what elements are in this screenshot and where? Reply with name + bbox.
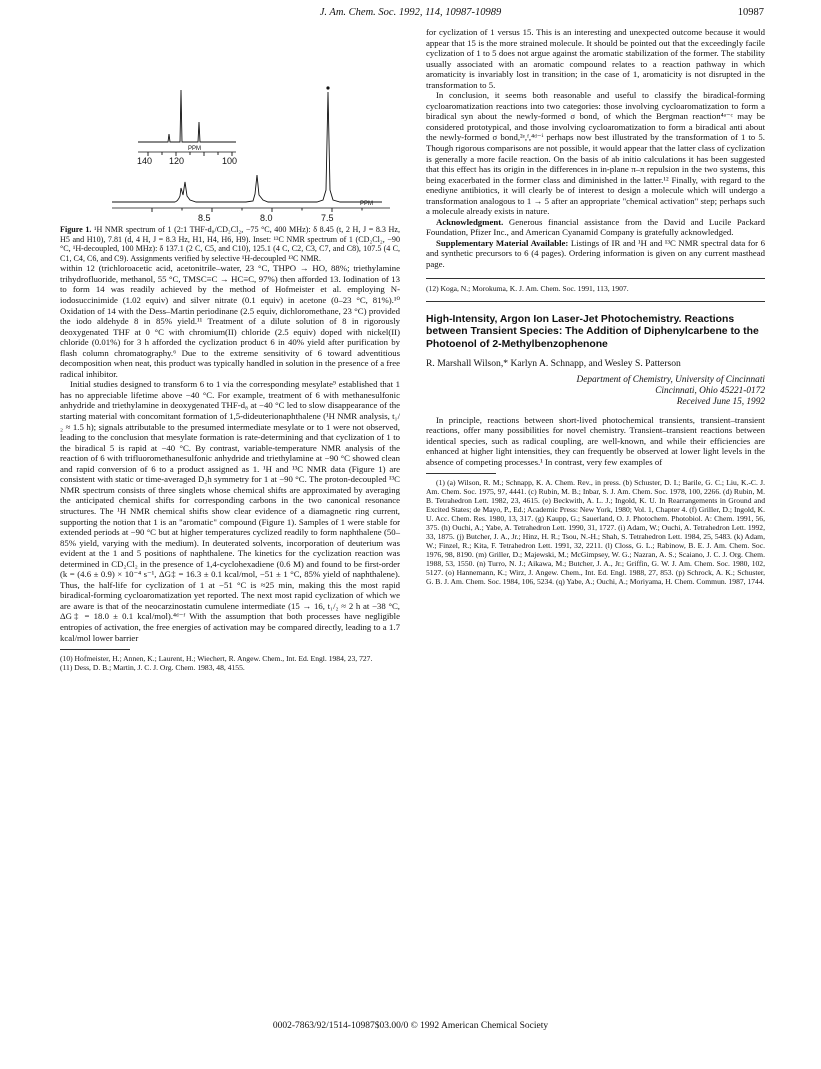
supplementary-material [426, 238, 765, 270]
inset-tick-100: 100 [222, 156, 238, 166]
main-tick-8.5: 8.5 [198, 213, 211, 223]
ack-text: Generous financial assistance from the David and Lucile Packard Foundation, Pfizer Inc., and American Cyanamid Company is gratefully acknowledged. [426, 216, 766, 238]
reference-1: (1) (a) Wilson, R. M.; Schnapp, K. A. Chem. Rev., in press. (b) Schuster, D. I.; Barile, G. C.; Liu, K.-C. J. Am. Chem. Soc. 1975, 97, 4441. (c) Rubin, M. B.; Inbar, S. J. Am. Chem. Soc. 1978, 100, 2266. (d) Rubin, M. B. Tetrahedron Lett. 1982, 23, 4615. (e) Beckwith, A. L. J.; Ingold, K. U. In Rearrangements in Ground and Excited States; de Mayo, P., Ed.; Academic Press: New York, 1980; Vol. 1, Chapter 4. (f) Griller, D.; Ingold, K. U. Acc. Chem. Res. 1980, 13, 317. (g) Kaupp, G.; Sauerland, O. J. Photochem. Photobiol. A: Chem. 1991, 56, 375. (h) Ouchi, A.; Yabe, A. Tetrahedron Lett. 1990, 31, 1727. (i) Adam, W.; Ouchi, A. Tetrahedron Lett. 1992, 33, 1875. (j) Butcher, J. A., Jr.; Hinz, H. R.; Tsou, N.-H.; Shah, S. Tetrahedron Lett. 1984, 25, 5483. (k) Adam, W.; Finzel, R.; Kita, F. Tetrahedron Lett. 1991, 32, 2211. (l) Closs, G. L.; Rabinow, B. E. J. Am. Chem. Soc. 1976, 98, 8190. (m) Griller, D.; Majewski, M.; McGimpsey, W. G.; Nazran, A. S.; Scaiano, J. C. J. Org. Chem. 1988, 53, 1550. (n) Turro, N. J.; Aikawa, M.; Butcher, J. A., Jr.; Griffin, G. W. J. Am. Chem. Soc. 1980, 102, 5127. (o) Hannemann, K.; Wirz, J. Angew. Chem., Int. Ed. Engl. 1988, 27, 853. (p) Schrock, A. K.; Schuster, G. B. J. Am. Chem. Soc. 1984, 106, 5234. (q) Yabe, A.; Ouchi, A.; Moriyama, H. Chem. Commun. 1987, 1744. [426, 478, 765, 587]
main-ppm-label: PPM [360, 201, 374, 207]
supp-text: Listings of IR and ¹H and ¹³C NMR spectral data for 6 and synthetic precursors to 6 (4 pages). Ordering information is given on any current masthead page. [426, 237, 766, 270]
nmr-spectrum-graphic [60, 30, 400, 225]
inset-tick-120: 120 [169, 156, 185, 166]
page-number: 10987 [737, 7, 764, 18]
figure-caption [60, 225, 400, 263]
caption-label: Figure 1. [60, 225, 92, 234]
body-paragraph: In conclusion, it seems both reasonable and useful to classify the biradical-forming cycloaromatization reactions into two categories: those involving cycloaromatization to form a biradical syn about the newly-formed σ bond, of which the Bergman reaction⁴ᵃ⁻ᶜ may be considered prototypical, and those involving cycloaromatization to form a biradical anti about the newly-formed σ bond,²ᵉ,ᶠ,⁴ᵈ⁻ⁱ perhaps now best illustrated by the transformation of 1 to 5. Though rigorous comparisons are not possible, it would appear that the latter class of cyclization is generally a more facile reaction. On the basis of ab initio calculations it has been suggested that this effect has its origin in the differences in in-plane π–π repulsion in the two systems, this being exacerbated in the former class and diminished in the latter.¹² Finally, with regard to the enediyne antibiotics, it will clearly be of interest to design a molecule which will undergo a transformation analogous to 1 → 5 after an appropriate "chemical activation" step; perhaps such a molecule already exists in nature. [426, 90, 765, 217]
affiliation-address: Cincinnati, Ohio 45221-0172 [655, 385, 765, 396]
supp-label: Supplementary Material Available: [436, 237, 569, 248]
left-column [60, 30, 400, 672]
article-intro: In principle, reactions between short-lived photochemical transients, transient–transient reactions, offer many possibilities for novel chemistry. Transient–transient reactions between identical species, such as radical coupling, are well-known, and while their efficiencies are enhanced at higher light intensities, they can frequently be observed at lower light levels in the absence of competing processes.¹ In contrast, very few examples of [426, 414, 765, 467]
affiliation-department: Department of Chemistry, University of Cincinnati [576, 374, 765, 385]
page-footer: 0002-7863/92/1514-10987$03.00/0 © 1992 American Chemical Society [272, 1021, 549, 1031]
footnote-11: (11) Dess, D. B.; Martin, J. C. J. Org. Chem. 1983, 48, 4155. [60, 663, 245, 673]
article-title: High-Intensity, Argon Ion Laser-Jet Photochemistry. Reactions between Transient Species: The Addition of Diphenylcarbene to the Photoenol of 2-Methylbenzophenone [426, 313, 759, 350]
footnote-rule [426, 473, 496, 474]
acknowledgment [426, 217, 765, 238]
inset-tick-140: 140 [137, 156, 153, 166]
article-separator [426, 301, 765, 302]
nmr-figure [60, 30, 400, 225]
right-column [426, 27, 765, 586]
inset-13c-spectrum [138, 90, 236, 156]
footnote-10: (10) Hofmeister, H.; Annen, K.; Laurent, H.; Wiechert, R. Angew. Chem., Int. Ed. Engl. 1984, 23, 727. [60, 654, 373, 664]
article-authors: R. Marshall Wilson,* Karlyn A. Schnapp, and Wesley S. Patterson [426, 358, 681, 370]
running-header [0, 7, 821, 23]
journal-citation: J. Am. Chem. Soc. 1992, 114, 10987-10989 [319, 7, 502, 18]
inset-ppm-label: PPM [188, 146, 202, 152]
affiliation [426, 375, 765, 408]
references [426, 478, 765, 586]
footnote-rule [426, 278, 765, 279]
ack-label: Acknowledgment. [436, 216, 504, 227]
received-date: Received June 15, 1992 [676, 396, 765, 407]
main-tick-8.0: 8.0 [260, 213, 273, 223]
body-paragraph: for cyclization of 1 versus 15. This is an interesting and unexpected outcome because it would appear that 15 is the more strained molecule. It should be pointed out that the exceedingly facile cyclization of 1 to 5 does not argue against the aromatic stabilization of the former. The stability usually associated with an aromatic compound relates to a reaction pathway in which aromaticity is invariably lost in transition; in the case of 1, aromaticity is not disrupted in the transformation to 5. [426, 27, 765, 90]
footnote-12: (12) Koga, N.; Morokuma, K. J. Am. Chem. Soc. 1991, 113, 1907. [426, 283, 629, 293]
main-tick-7.5: 7.5 [321, 213, 334, 223]
body-paragraph: Initial studies designed to transform 6 to 1 via the corresponding mesylate⁹ established that 1 has no appreciable lifetime above −40 °C. For example, treatment of 6 with methanesulfonic anhydride and triethylamine in deoxygenated THF-d₈ at −40 °C led to slow disappearance of the starting material with concomitant formation of 1,5-dideuterionaphthalene (¹H NMR analysis, t₁/₂ ≈ 1.5 h); signals attributable to the presumed intermediate mesylate or to 1 were not observed, leading to the conclusion that mesylate formation is rate-determining and that cyclization of 1 to the biradical 5 is rapid at −40 °C. By contrast, variable-temperature NMR analysis of the reaction of 6 with trifluoromethanesulfonic anhydride and triethylamine at −90 °C showed clean and rapid conversion of 6 to a product assigned as 1. ¹H and ¹³C NMR data (Figure 1) are consistent with static or time-averaged D₂h symmetry for 1 at −90 °C. The proton-decoupled ¹³C NMR spectrum consists of three singlets whose chemical shifts are approximated by averaging the anticipated chemical shifts for corresponding carbons in the two canonical resonance structures. The ¹H NMR chemical shifts show clear evidence of a diamagnetic ring current, supporting the notion that 1 is an "aromatic" compound (Figure 1). Samples of 1 were stable for extended periods at −90 °C but at higher temperatures cyclized readily to form naphthalene (50–85% yield, varying with the medium). In deuterated solvents, incorporation of deuterium was evident at the 1 and 5 positions of naphthalene. The kinetics for the cyclization reaction was determined in CD₂Cl₂ in the presence of 1,4-cyclohexadiene (0.6 M) and found to be first-order (k = (4.6 ± 0.9) × 10⁻⁴ s⁻¹, ΔG‡ = 16.3 ± 0.1 kcal/mol, −51 ± 1 °C, 85% yield of naphthalene). Thus, the half-life for cyclization of 1 at −51 °C is ≈25 min, making this the most rapid biradical-forming cycloaromatization yet reported. The next most rapid cyclization of which we are aware is that of the neocarzinostatin cumulene intermediate (15 → 16, t₁/₂ ≈ 2 h at −38 °C, ΔG‡ = 18.0 ± 0.1 kcal/mol).⁴ᵈ⁻ᶠ With the assumption that both processes have negligible entropies of activation, the free energies of activation may be compared directly, leading to a 1.7 kcal/mol lower barrier [60, 379, 400, 643]
footnote-rule [60, 649, 130, 650]
body-paragraph: within 12 (trichloroacetic acid, acetonitrile–water, 23 °C, THPO → HO, 88%; triethylamine trihydrofluoride, methanol, 55 °C, TMSC≡C → HC≡C, 97%) then afforded 13. Iodination of 13 to form 14 was readily achieved by the method of Hofmeister et al. employing N-iodosuccinimide (1.02 equiv) and silver nitrate (0.1 equiv) in acetone (0–23 °C, 81%).¹⁰ Oxidation of 14 with the Dess–Martin periodinane (2.5 equiv, dichloromethane, 23 °C) provided the iodo aldehyde 8 in 85% yield.¹¹ Treatment of a dilute solution of 8 in rigorously deoxygenated THF at 0 °C with chromium(II) chloride (2.5 equiv) doped with nickel(II) chloride (0.01%) for 3 h afforded the cyclization product 6 in 40% yield after purification by flash column chromatography.⁶ Due to the extreme sensitivity of 6 toward adventitious decomposition when neat, this product was typically handled in solution in the presence of a free radical inhibitor. [60, 263, 400, 379]
caption-text: ¹H NMR spectrum of 1 (2:1 THF-d₈/CD₂Cl₂, −75 °C, 400 MHz): δ 8.45 (t, 2 H, J = 8.3 Hz, H5 and H10), 7.81 (d, 4 H, J = 8.3 Hz, H1, H4, H6, H9). Inset: ¹³C NMR spectrum of 1 (CD₂Cl₂, −90 °C, ¹H-decoupled, 100 MHz): δ 137.1 (2 C, C5, and C10), 125.1 (4 C, C2, C3, C7, and C8), 107.5 (4 C, C1, C4, C6, and C9). Assignments verified by selective ¹H-decoupled ¹³C NMR. [60, 225, 401, 263]
peak-marker [326, 86, 329, 89]
